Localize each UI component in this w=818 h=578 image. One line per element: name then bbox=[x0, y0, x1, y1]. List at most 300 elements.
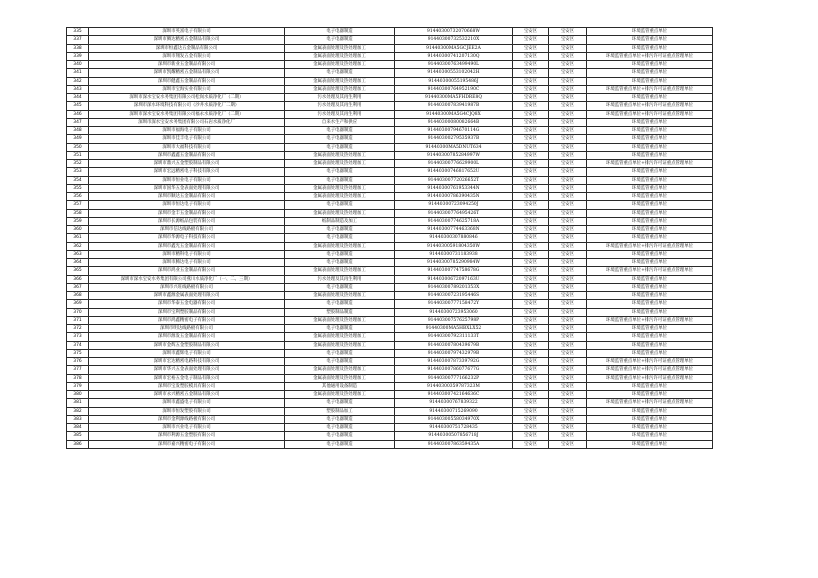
enterprise-name-cell: 深圳市宏远精密电子科技有限公司 bbox=[89, 168, 285, 176]
table-row bbox=[67, 399, 713, 407]
enterprise-name-cell: 深圳市金辉五金塑胶制品有限公司 bbox=[89, 341, 285, 349]
credit-code-cell: 91440300757625798P bbox=[395, 316, 513, 324]
industry-type-cell: 电子电器制造 bbox=[285, 168, 395, 176]
row-number-cell: 350 bbox=[67, 143, 89, 151]
supervision-category-cell: 环境监管重点单位 bbox=[587, 118, 713, 126]
enterprise-name-cell: 深圳市健鑫五金制品有限公司 bbox=[89, 77, 285, 85]
row-number-cell: 378 bbox=[67, 374, 89, 382]
jurisdiction-cell: 宝安区 bbox=[549, 358, 587, 366]
credit-code-cell: 91440300751728435 bbox=[395, 424, 513, 432]
row-number-cell: 359 bbox=[67, 217, 89, 225]
district-cell: 宝安区 bbox=[513, 358, 549, 366]
credit-code-cell: 91440300558034970X bbox=[395, 415, 513, 423]
district-cell: 宝安区 bbox=[513, 110, 549, 118]
supervision-category-cell: 环境监管重点单位+排污许可证重点管理单位 bbox=[587, 52, 713, 60]
credit-code-cell: 91440300774625718A bbox=[395, 217, 513, 225]
jurisdiction-cell: 宝安区 bbox=[549, 316, 587, 324]
enterprise-name-cell: 深圳市深水环境科技有限公司（沙井水质净化厂二期） bbox=[89, 102, 285, 110]
industry-type-cell: 金属表面处理及热处理加工 bbox=[285, 333, 395, 341]
jurisdiction-cell: 宝安区 bbox=[549, 69, 587, 77]
credit-code-cell: 91440300767839322 bbox=[395, 399, 513, 407]
supervision-category-cell: 环境监管重点单位 bbox=[587, 407, 713, 415]
row-number-cell: 335 bbox=[67, 28, 89, 36]
table-row bbox=[67, 118, 713, 126]
enterprise-name-cell: 深圳市精科电子有限公司 bbox=[89, 250, 285, 258]
enterprise-name-cell: 深圳市恒发塑胶有限公司 bbox=[89, 407, 285, 415]
row-number-cell: 374 bbox=[67, 341, 89, 349]
enterprise-name-cell: 深圳市鑫鑫五金制品有限公司 bbox=[89, 151, 285, 159]
table-row bbox=[67, 52, 713, 60]
supervision-category-cell: 环境监管重点单位+排污许可证重点管理单位 bbox=[587, 267, 713, 275]
district-cell: 宝安区 bbox=[513, 424, 549, 432]
enterprise-name-cell: 深圳市鑫源金属表面处理有限公司 bbox=[89, 292, 285, 300]
industry-type-cell: 金属表面处理及热处理加工 bbox=[285, 267, 395, 275]
supervision-category-cell: 环境监管重点单位+排污许可证重点管理单位 bbox=[587, 160, 713, 168]
industry-type-cell: 电子电器制造 bbox=[285, 201, 395, 209]
credit-code-cell: 91440300746817652U bbox=[395, 168, 513, 176]
district-cell: 宝安区 bbox=[513, 94, 549, 102]
jurisdiction-cell: 宝安区 bbox=[549, 308, 587, 316]
jurisdiction-cell: 宝安区 bbox=[549, 209, 587, 217]
district-cell: 宝安区 bbox=[513, 234, 549, 242]
industry-type-cell: 电子电器制造 bbox=[285, 69, 395, 77]
credit-code-cell: 91440300785284997W bbox=[395, 151, 513, 159]
credit-code-cell: 91440300785290984W bbox=[395, 259, 513, 267]
row-number-cell: 382 bbox=[67, 407, 89, 415]
credit-code-cell: 91440300761953344N bbox=[395, 184, 513, 192]
table-row bbox=[67, 226, 713, 234]
jurisdiction-cell: 宝安区 bbox=[549, 184, 587, 192]
supervision-category-cell: 环境监管重点单位 bbox=[587, 193, 713, 201]
district-cell: 宝安区 bbox=[513, 127, 549, 135]
supervision-category-cell: 环境监管重点单位 bbox=[587, 184, 713, 192]
district-cell: 宝安区 bbox=[513, 374, 549, 382]
row-number-cell: 346 bbox=[67, 110, 89, 118]
industry-type-cell: 金属表面处理及热处理加工 bbox=[285, 151, 395, 159]
industry-type-cell: 电子电器制造 bbox=[285, 349, 395, 357]
jurisdiction-cell: 宝安区 bbox=[549, 275, 587, 283]
enterprise-name-cell: 深圳市明达线路板有限公司 bbox=[89, 325, 285, 333]
supervision-category-cell: 环境监管重点单位 bbox=[587, 217, 713, 225]
credit-code-cell: 91440300359787323M bbox=[395, 382, 513, 390]
credit-code-cell: 91440300MA5G4CJQ8X bbox=[395, 110, 513, 118]
enterprise-name-cell: 深圳市宝发塑胶模具有限公司 bbox=[89, 382, 285, 390]
industry-type-cell: 电子电器制造 bbox=[285, 234, 395, 242]
district-cell: 宝安区 bbox=[513, 52, 549, 60]
supervision-category-cell: 环境监管重点单位 bbox=[587, 94, 713, 102]
table-row bbox=[67, 168, 713, 176]
row-number-cell: 338 bbox=[67, 44, 89, 52]
supervision-category-cell: 环境监管重点单位 bbox=[587, 415, 713, 423]
industry-type-cell: 金属表面处理及热处理加工 bbox=[285, 193, 395, 201]
industry-type-cell: 污水处理及其再生利用 bbox=[285, 110, 395, 118]
district-cell: 宝安区 bbox=[513, 193, 549, 201]
supervision-category-cell: 环境监管重点单位 bbox=[587, 341, 713, 349]
enterprise-name-cell: 深圳市深水宝安水务集团有限公司松岗水质净化厂（二期） bbox=[89, 94, 285, 102]
row-number-cell: 357 bbox=[67, 201, 89, 209]
industry-type-cell: 金属表面处理及热处理加工 bbox=[285, 374, 395, 382]
table-row bbox=[67, 69, 713, 77]
jurisdiction-cell: 宝安区 bbox=[549, 259, 587, 267]
credit-code-cell: 91440300776495426T bbox=[395, 209, 513, 217]
table-row bbox=[67, 374, 713, 382]
supervision-category-cell: 环境监管重点单位 bbox=[587, 168, 713, 176]
jurisdiction-cell: 宝安区 bbox=[549, 110, 587, 118]
credit-code-cell: 91440300774463368N bbox=[395, 226, 513, 234]
industry-type-cell: 电子电器制造 bbox=[285, 176, 395, 184]
row-number-cell: 372 bbox=[67, 325, 89, 333]
row-number-cell: 348 bbox=[67, 127, 89, 135]
industry-type-cell: 金属表面处理及热处理加工 bbox=[285, 44, 395, 52]
enterprise-name-cell: 深圳市恒业电子有限公司 bbox=[89, 176, 285, 184]
credit-code-cell: 91440300777166232P bbox=[395, 374, 513, 382]
jurisdiction-cell: 宝安区 bbox=[549, 424, 587, 432]
credit-code-cell: 91440300786359435A bbox=[395, 440, 513, 448]
enterprise-name-cell: 深圳市源发五金制品有限公司 bbox=[89, 333, 285, 341]
jurisdiction-cell: 宝安区 bbox=[549, 366, 587, 374]
row-number-cell: 386 bbox=[67, 440, 89, 448]
table-row bbox=[67, 267, 713, 275]
district-cell: 宝安区 bbox=[513, 366, 549, 374]
industry-type-cell: 金属表面处理及热处理加工 bbox=[285, 209, 395, 217]
district-cell: 宝安区 bbox=[513, 209, 549, 217]
supervision-category-cell: 环境监管重点单位 bbox=[587, 234, 713, 242]
credit-code-cell: 91440300307880846 bbox=[395, 234, 513, 242]
jurisdiction-cell: 宝安区 bbox=[549, 201, 587, 209]
district-cell: 宝安区 bbox=[513, 440, 549, 448]
supervision-category-cell: 环境监管重点单位 bbox=[587, 292, 713, 300]
credit-code-cell: 91440300789201353X bbox=[395, 283, 513, 291]
enterprise-name-cell: 深圳市鑫辉电子有限公司 bbox=[89, 349, 285, 357]
row-number-cell: 360 bbox=[67, 226, 89, 234]
supervision-category-cell: 环境监管重点单位 bbox=[587, 259, 713, 267]
jurisdiction-cell: 宝安区 bbox=[549, 333, 587, 341]
enterprise-name-cell: 深圳市兴旺线路板有限公司 bbox=[89, 283, 285, 291]
enterprise-name-cell: 深圳市信达线路板有限公司 bbox=[89, 226, 285, 234]
jurisdiction-cell: 宝安区 bbox=[549, 432, 587, 440]
industry-type-cell: 电子电器制造 bbox=[285, 424, 395, 432]
table-row bbox=[67, 135, 713, 143]
credit-code-cell: 91440300786077677G bbox=[395, 366, 513, 374]
enterprise-name-cell: 深圳市华源电子科技有限公司 bbox=[89, 234, 285, 242]
supervision-category-cell: 环境监管重点单位+排污许可证重点管理单位 bbox=[587, 110, 713, 118]
supervision-category-cell: 环境监管重点单位 bbox=[587, 61, 713, 69]
supervision-category-cell: 环境监管重点单位 bbox=[587, 226, 713, 234]
supervision-category-cell: 环境监管重点单位 bbox=[587, 77, 713, 85]
enterprise-name-cell: 深圳市恒鑫达五金制品有限公司 bbox=[89, 44, 285, 52]
credit-code-cell: 91440300715269090 bbox=[395, 407, 513, 415]
industry-type-cell: 其他通用设备制造 bbox=[285, 382, 395, 390]
district-cell: 宝安区 bbox=[513, 382, 549, 390]
row-number-cell: 377 bbox=[67, 366, 89, 374]
industry-type-cell: 电子电器制造 bbox=[285, 325, 395, 333]
enterprise-name-cell: 深圳市新业五金制品有限公司 bbox=[89, 61, 285, 69]
row-number-cell: 345 bbox=[67, 102, 89, 110]
table-row bbox=[67, 28, 713, 36]
enterprise-name-cell: 深圳市金利源线路板有限公司 bbox=[89, 415, 285, 423]
enterprise-registry-table bbox=[66, 27, 713, 449]
enterprise-name-cell: 深圳市英富电子有限公司 bbox=[89, 28, 285, 36]
district-cell: 宝安区 bbox=[513, 135, 549, 143]
row-number-cell: 355 bbox=[67, 184, 89, 192]
enterprise-name-cell: 深圳市华泰五金电器有限公司 bbox=[89, 300, 285, 308]
supervision-category-cell: 环境监管重点单位 bbox=[587, 201, 713, 209]
industry-type-cell: 金属表面处理及热处理加工 bbox=[285, 77, 395, 85]
row-number-cell: 367 bbox=[67, 283, 89, 291]
district-cell: 宝安区 bbox=[513, 44, 549, 52]
credit-code-cell: 91440300777158472Y bbox=[395, 300, 513, 308]
district-cell: 宝安区 bbox=[513, 300, 549, 308]
enterprise-name-cell: 深圳市宝利塑胶制品有限公司 bbox=[89, 308, 285, 316]
credit-code-cell: 91440300764952190C bbox=[395, 85, 513, 93]
row-number-cell: 358 bbox=[67, 209, 89, 217]
jurisdiction-cell: 宝安区 bbox=[549, 391, 587, 399]
table-row bbox=[67, 217, 713, 225]
jurisdiction-cell: 宝安区 bbox=[549, 234, 587, 242]
district-cell: 宝安区 bbox=[513, 391, 549, 399]
credit-code-cell: 91440300507856718J bbox=[395, 432, 513, 440]
enterprise-name-cell: 深圳市兴业电子有限公司 bbox=[89, 424, 285, 432]
industry-type-cell: 电子电器制造 bbox=[285, 135, 395, 143]
industry-type-cell: 金属表面处理及热处理加工 bbox=[285, 61, 395, 69]
jurisdiction-cell: 宝安区 bbox=[549, 118, 587, 126]
district-cell: 宝安区 bbox=[513, 292, 549, 300]
table-body bbox=[67, 28, 713, 449]
table-row bbox=[67, 316, 713, 324]
credit-code-cell: 91440300MA5HBXLX52 bbox=[395, 325, 513, 333]
industry-type-cell: 污水处理及其再生利用 bbox=[285, 94, 395, 102]
row-number-cell: 369 bbox=[67, 300, 89, 308]
industry-type-cell: 金属表面处理及热处理加工 bbox=[285, 160, 395, 168]
enterprise-name-cell: 深圳市宏裕五金电子制品有限公司 bbox=[89, 374, 285, 382]
table-row bbox=[67, 259, 713, 267]
row-number-cell: 373 bbox=[67, 333, 89, 341]
credit-code-cell: 91440300279535937B bbox=[395, 135, 513, 143]
table-row bbox=[67, 242, 713, 250]
credit-code-cell: 91440300772026652T bbox=[395, 176, 513, 184]
enterprise-name-cell: 深圳市华兴五金表面处理有限公司 bbox=[89, 366, 285, 374]
district-cell: 宝安区 bbox=[513, 77, 549, 85]
industry-type-cell: 电子电器制造 bbox=[285, 259, 395, 267]
row-number-cell: 356 bbox=[67, 193, 89, 201]
credit-code-cell: 91440300741207130Q bbox=[395, 52, 513, 60]
district-cell: 宝安区 bbox=[513, 36, 549, 44]
enterprise-name-cell: 深圳市腾达精密五金制品有限公司 bbox=[89, 36, 285, 44]
industry-type-cell: 金属表面处理及热处理加工 bbox=[285, 52, 395, 60]
industry-type-cell: 金属表面处理及热处理加工 bbox=[285, 85, 395, 93]
jurisdiction-cell: 宝安区 bbox=[549, 102, 587, 110]
supervision-category-cell: 环境监管重点单位 bbox=[587, 36, 713, 44]
enterprise-name-cell: 深圳市凯耀精密五金制品有限公司 bbox=[89, 69, 285, 77]
table-row bbox=[67, 275, 713, 283]
district-cell: 宝安区 bbox=[513, 176, 549, 184]
district-cell: 宝安区 bbox=[513, 250, 549, 258]
enterprise-name-cell: 深圳市腾达电子有限公司 bbox=[89, 259, 285, 267]
district-cell: 宝安区 bbox=[513, 85, 549, 93]
table-row bbox=[67, 341, 713, 349]
district-cell: 宝安区 bbox=[513, 151, 549, 159]
supervision-category-cell: 环境监管重点单位+排污许可证重点管理单位 bbox=[587, 242, 713, 250]
jurisdiction-cell: 宝安区 bbox=[549, 143, 587, 151]
table-row bbox=[67, 391, 713, 399]
jurisdiction-cell: 宝安区 bbox=[549, 382, 587, 390]
row-number-cell: 363 bbox=[67, 250, 89, 258]
jurisdiction-cell: 宝安区 bbox=[549, 242, 587, 250]
industry-type-cell: 塑胶制品加工 bbox=[285, 407, 395, 415]
credit-code-cell: 91440300787339792G bbox=[395, 358, 513, 366]
jurisdiction-cell: 宝安区 bbox=[549, 300, 587, 308]
table-row bbox=[67, 234, 713, 242]
supervision-category-cell: 环境监管重点单位 bbox=[587, 349, 713, 357]
district-cell: 宝安区 bbox=[513, 283, 549, 291]
row-number-cell: 375 bbox=[67, 349, 89, 357]
industry-type-cell: 电子电器制造 bbox=[285, 36, 395, 44]
jurisdiction-cell: 宝安区 bbox=[549, 135, 587, 143]
supervision-category-cell: 环境监管重点单位 bbox=[587, 250, 713, 258]
table-row bbox=[67, 85, 713, 93]
credit-code-cell: 91440300731183938 bbox=[395, 250, 513, 258]
credit-code-cell: 91440300723094250J bbox=[395, 201, 513, 209]
jurisdiction-cell: 宝安区 bbox=[549, 325, 587, 333]
jurisdiction-cell: 宝安区 bbox=[549, 226, 587, 234]
jurisdiction-cell: 宝安区 bbox=[549, 283, 587, 291]
credit-code-cell: 91440300055195486J bbox=[395, 77, 513, 85]
table-row bbox=[67, 349, 713, 357]
supervision-category-cell: 环境监管重点单位 bbox=[587, 143, 713, 151]
jurisdiction-cell: 宝安区 bbox=[549, 28, 587, 36]
industry-type-cell: 纸制品制造及加工 bbox=[285, 217, 395, 225]
district-cell: 宝安区 bbox=[513, 160, 549, 168]
table-row bbox=[67, 110, 713, 118]
table-row bbox=[67, 250, 713, 258]
jurisdiction-cell: 宝安区 bbox=[549, 349, 587, 357]
jurisdiction-cell: 宝安区 bbox=[549, 36, 587, 44]
enterprise-name-cell: 深圳市翔发五金有限公司 bbox=[89, 52, 285, 60]
enterprise-name-cell: 深圳市深水宝安水务集团有限公司福永水质净化厂（二期） bbox=[89, 110, 285, 118]
industry-type-cell: 电子电器制造 bbox=[285, 358, 395, 366]
district-cell: 宝安区 bbox=[513, 407, 549, 415]
district-cell: 宝安区 bbox=[513, 61, 549, 69]
supervision-category-cell: 环境监管重点单位 bbox=[587, 209, 713, 217]
row-number-cell: 347 bbox=[67, 118, 89, 126]
jurisdiction-cell: 宝安区 bbox=[549, 407, 587, 415]
table-row bbox=[67, 61, 713, 69]
row-number-cell: 337 bbox=[67, 36, 89, 44]
row-number-cell: 351 bbox=[67, 151, 89, 159]
row-number-cell: 361 bbox=[67, 234, 89, 242]
credit-code-cell: 91440300774758678G bbox=[395, 267, 513, 275]
supervision-category-cell: 环境监管重点单位 bbox=[587, 176, 713, 184]
table-row bbox=[67, 36, 713, 44]
district-cell: 宝安区 bbox=[513, 399, 549, 407]
credit-code-cell: 91440300723195446S bbox=[395, 292, 513, 300]
table-row bbox=[67, 143, 713, 151]
table-row bbox=[67, 382, 713, 390]
credit-code-cell: 91440300794670114G bbox=[395, 127, 513, 135]
supervision-category-cell: 环境监管重点单位+排污许可证重点管理单位 bbox=[587, 399, 713, 407]
district-cell: 宝安区 bbox=[513, 415, 549, 423]
supervision-category-cell: 环境监管重点单位+排污许可证重点管理单位 bbox=[587, 85, 713, 93]
credit-code-cell: 91440300MA5FHDRE8Q bbox=[395, 94, 513, 102]
credit-code-cell: 91440300553102042H bbox=[395, 69, 513, 77]
enterprise-name-cell: 深圳市国华五金表面处理有限公司 bbox=[89, 184, 285, 192]
credit-code-cell: 91440300732070668W bbox=[395, 28, 513, 36]
industry-type-cell: 污水处理及其再生利用 bbox=[285, 275, 395, 283]
district-cell: 宝安区 bbox=[513, 242, 549, 250]
credit-code-cell: 91440300763499490L bbox=[395, 61, 513, 69]
credit-code-cell: 91440300672097163U bbox=[395, 275, 513, 283]
district-cell: 宝安区 bbox=[513, 102, 549, 110]
supervision-category-cell: 环境监管重点单位+排污许可证重点管理单位 bbox=[587, 374, 713, 382]
supervision-category-cell: 环境监管重点单位 bbox=[587, 69, 713, 77]
table-row bbox=[67, 160, 713, 168]
jurisdiction-cell: 宝安区 bbox=[549, 415, 587, 423]
industry-type-cell: 电子电器制造 bbox=[285, 300, 395, 308]
enterprise-name-cell: 深圳市利源五金塑胶有限公司 bbox=[89, 432, 285, 440]
row-number-cell: 370 bbox=[67, 308, 89, 316]
row-number-cell: 364 bbox=[67, 259, 89, 267]
supervision-category-cell: 环境监管重点单位 bbox=[587, 308, 713, 316]
row-number-cell: 344 bbox=[67, 94, 89, 102]
enterprise-name-cell: 深圳市佳丰电子有限公司 bbox=[89, 135, 285, 143]
industry-type-cell: 金属表面处理及热处理加工 bbox=[285, 316, 395, 324]
district-cell: 宝安区 bbox=[513, 184, 549, 192]
jurisdiction-cell: 宝安区 bbox=[549, 341, 587, 349]
district-cell: 宝安区 bbox=[513, 28, 549, 36]
industry-type-cell: 金属表面处理及热处理加工 bbox=[285, 184, 395, 192]
jurisdiction-cell: 宝安区 bbox=[549, 440, 587, 448]
credit-code-cell: 91440300723953060 bbox=[395, 308, 513, 316]
credit-code-cell: 91440300591804350W bbox=[395, 242, 513, 250]
jurisdiction-cell: 宝安区 bbox=[549, 85, 587, 93]
jurisdiction-cell: 宝安区 bbox=[549, 127, 587, 135]
jurisdiction-cell: 宝安区 bbox=[549, 250, 587, 258]
industry-type-cell: 电子电器制造 bbox=[285, 440, 395, 448]
industry-type-cell: 自来水生产和供应 bbox=[285, 118, 395, 126]
credit-code-cell: 91440300MA5GCJEE2A bbox=[395, 44, 513, 52]
supervision-category-cell: 环境监管重点单位 bbox=[587, 432, 713, 440]
supervision-category-cell: 环境监管重点单位+排污许可证重点管理单位 bbox=[587, 102, 713, 110]
table-row bbox=[67, 300, 713, 308]
credit-code-cell: 91440300732532210X bbox=[395, 36, 513, 44]
supervision-category-cell: 环境监管重点单位+排污许可证重点管理单位 bbox=[587, 358, 713, 366]
district-cell: 宝安区 bbox=[513, 341, 549, 349]
industry-type-cell: 塑胶制品制造 bbox=[285, 308, 395, 316]
supervision-category-cell: 环境监管重点单位 bbox=[587, 382, 713, 390]
industry-type-cell: 金属表面处理及热处理加工 bbox=[285, 366, 395, 374]
supervision-category-cell: 环境监管重点单位 bbox=[587, 135, 713, 143]
table-row bbox=[67, 176, 713, 184]
supervision-category-cell: 环境监管重点单位 bbox=[587, 127, 713, 135]
enterprise-name-cell: 深圳市鑫光五金制品有限公司 bbox=[89, 242, 285, 250]
credit-code-cell: 91440300742164636C bbox=[395, 391, 513, 399]
supervision-category-cell: 环境监管重点单位 bbox=[587, 325, 713, 333]
row-number-cell: 383 bbox=[67, 415, 89, 423]
row-number-cell: 380 bbox=[67, 391, 89, 399]
jurisdiction-cell: 宝安区 bbox=[549, 94, 587, 102]
industry-type-cell: 电子电器制造 bbox=[285, 399, 395, 407]
supervision-category-cell: 环境监管重点单位 bbox=[587, 151, 713, 159]
supervision-category-cell: 环境监管重点单位+排污许可证重点管理单位 bbox=[587, 316, 713, 324]
credit-code-cell: 91440300080082664B bbox=[395, 118, 513, 126]
table-row bbox=[67, 184, 713, 192]
table-row bbox=[67, 440, 713, 448]
district-cell: 宝安区 bbox=[513, 432, 549, 440]
jurisdiction-cell: 宝安区 bbox=[549, 399, 587, 407]
jurisdiction-cell: 宝安区 bbox=[549, 267, 587, 275]
enterprise-name-cell: 深圳市宏达精密电路科技有限公司 bbox=[89, 358, 285, 366]
enterprise-name-cell: 深圳市深水宝安水务集团有限公司燕川水质净化厂（一、二、三期） bbox=[89, 275, 285, 283]
